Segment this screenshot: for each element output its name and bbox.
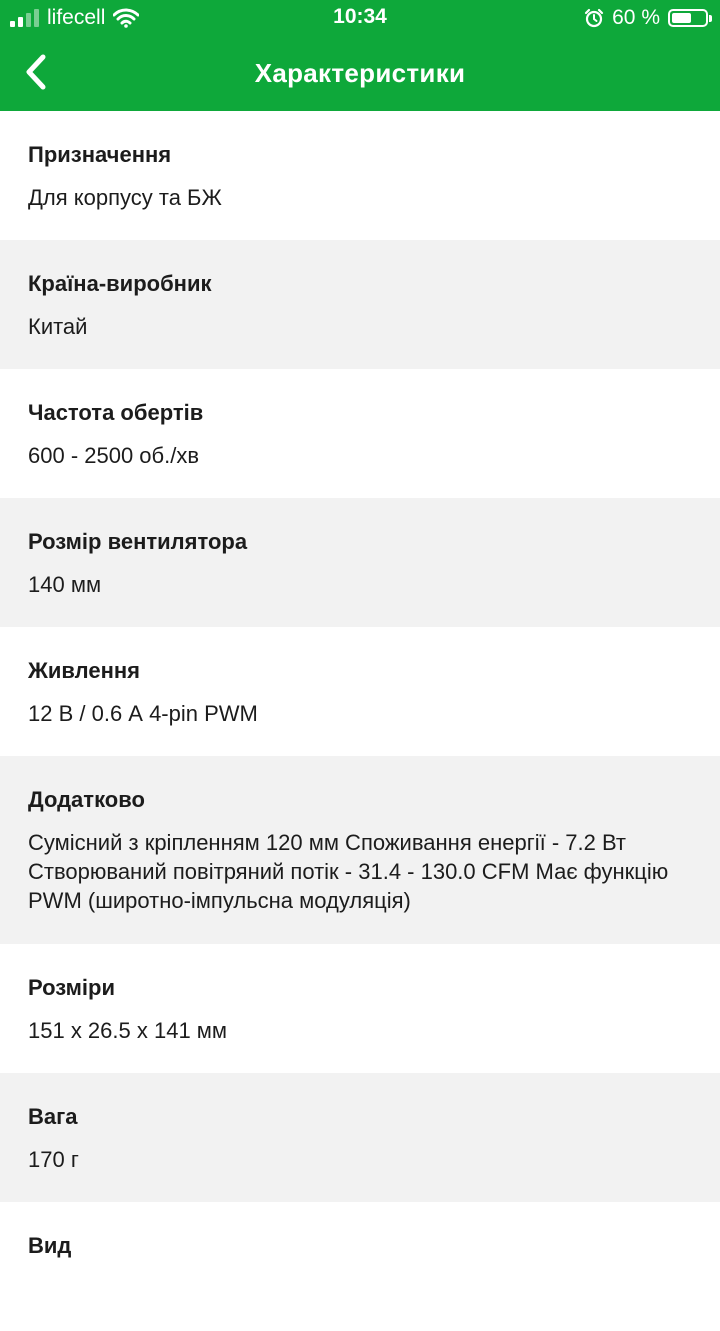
spec-value: Для корпусу та БЖ — [28, 185, 222, 210]
status-time: 10:34 — [333, 5, 387, 28]
spec-row-power — [0, 627, 720, 756]
spec-value: Сумісний з кріпленням 120 мм Споживання енергії - 7.2 Вт Створюваний повітряний потік - 31.4 - 130.0 CFM Має функцію PWM (широтно-імпульсна модуляція) — [28, 830, 669, 913]
status-right — [584, 6, 708, 30]
spec-row-purpose — [0, 111, 720, 240]
app-header — [0, 0, 720, 111]
spec-value: 140 мм — [28, 572, 102, 597]
page-title: Характеристики — [254, 58, 466, 88]
specs-list — [0, 111, 720, 1331]
spec-label: Живлення — [28, 658, 140, 683]
alarm-icon — [584, 8, 604, 28]
spec-value: Китай — [28, 314, 88, 339]
battery-icon — [668, 9, 708, 27]
spec-label: Розміри — [28, 975, 116, 1000]
spec-value: 12 В / 0.6 А 4-pin PWM — [28, 701, 258, 726]
spec-value: 170 г — [28, 1147, 79, 1172]
spec-label: Частота обертів — [28, 400, 204, 425]
spec-value: 600 - 2500 об./хв — [28, 443, 200, 468]
spec-label: Вид — [28, 1233, 72, 1258]
spec-label: Країна-виробник — [28, 271, 212, 296]
spec-row-fan-size — [0, 498, 720, 627]
status-bar — [0, 0, 720, 36]
spec-row-country — [0, 240, 720, 369]
spec-row-type — [0, 1202, 720, 1331]
spec-row-weight — [0, 1073, 720, 1202]
spec-label: Розмір вентилятора — [28, 529, 248, 554]
spec-label: Призначення — [28, 142, 172, 167]
battery-percent: 60 % — [612, 6, 660, 29]
spec-label: Вага — [28, 1104, 78, 1129]
spec-row-rpm — [0, 369, 720, 498]
spec-row-additional — [0, 756, 720, 944]
navigation-bar — [0, 36, 720, 111]
spec-row-dimensions — [0, 944, 720, 1073]
spec-label: Додатково — [28, 787, 145, 812]
spec-value: 151 x 26.5 x 141 мм — [28, 1018, 228, 1043]
carrier-name: lifecell — [47, 6, 106, 29]
